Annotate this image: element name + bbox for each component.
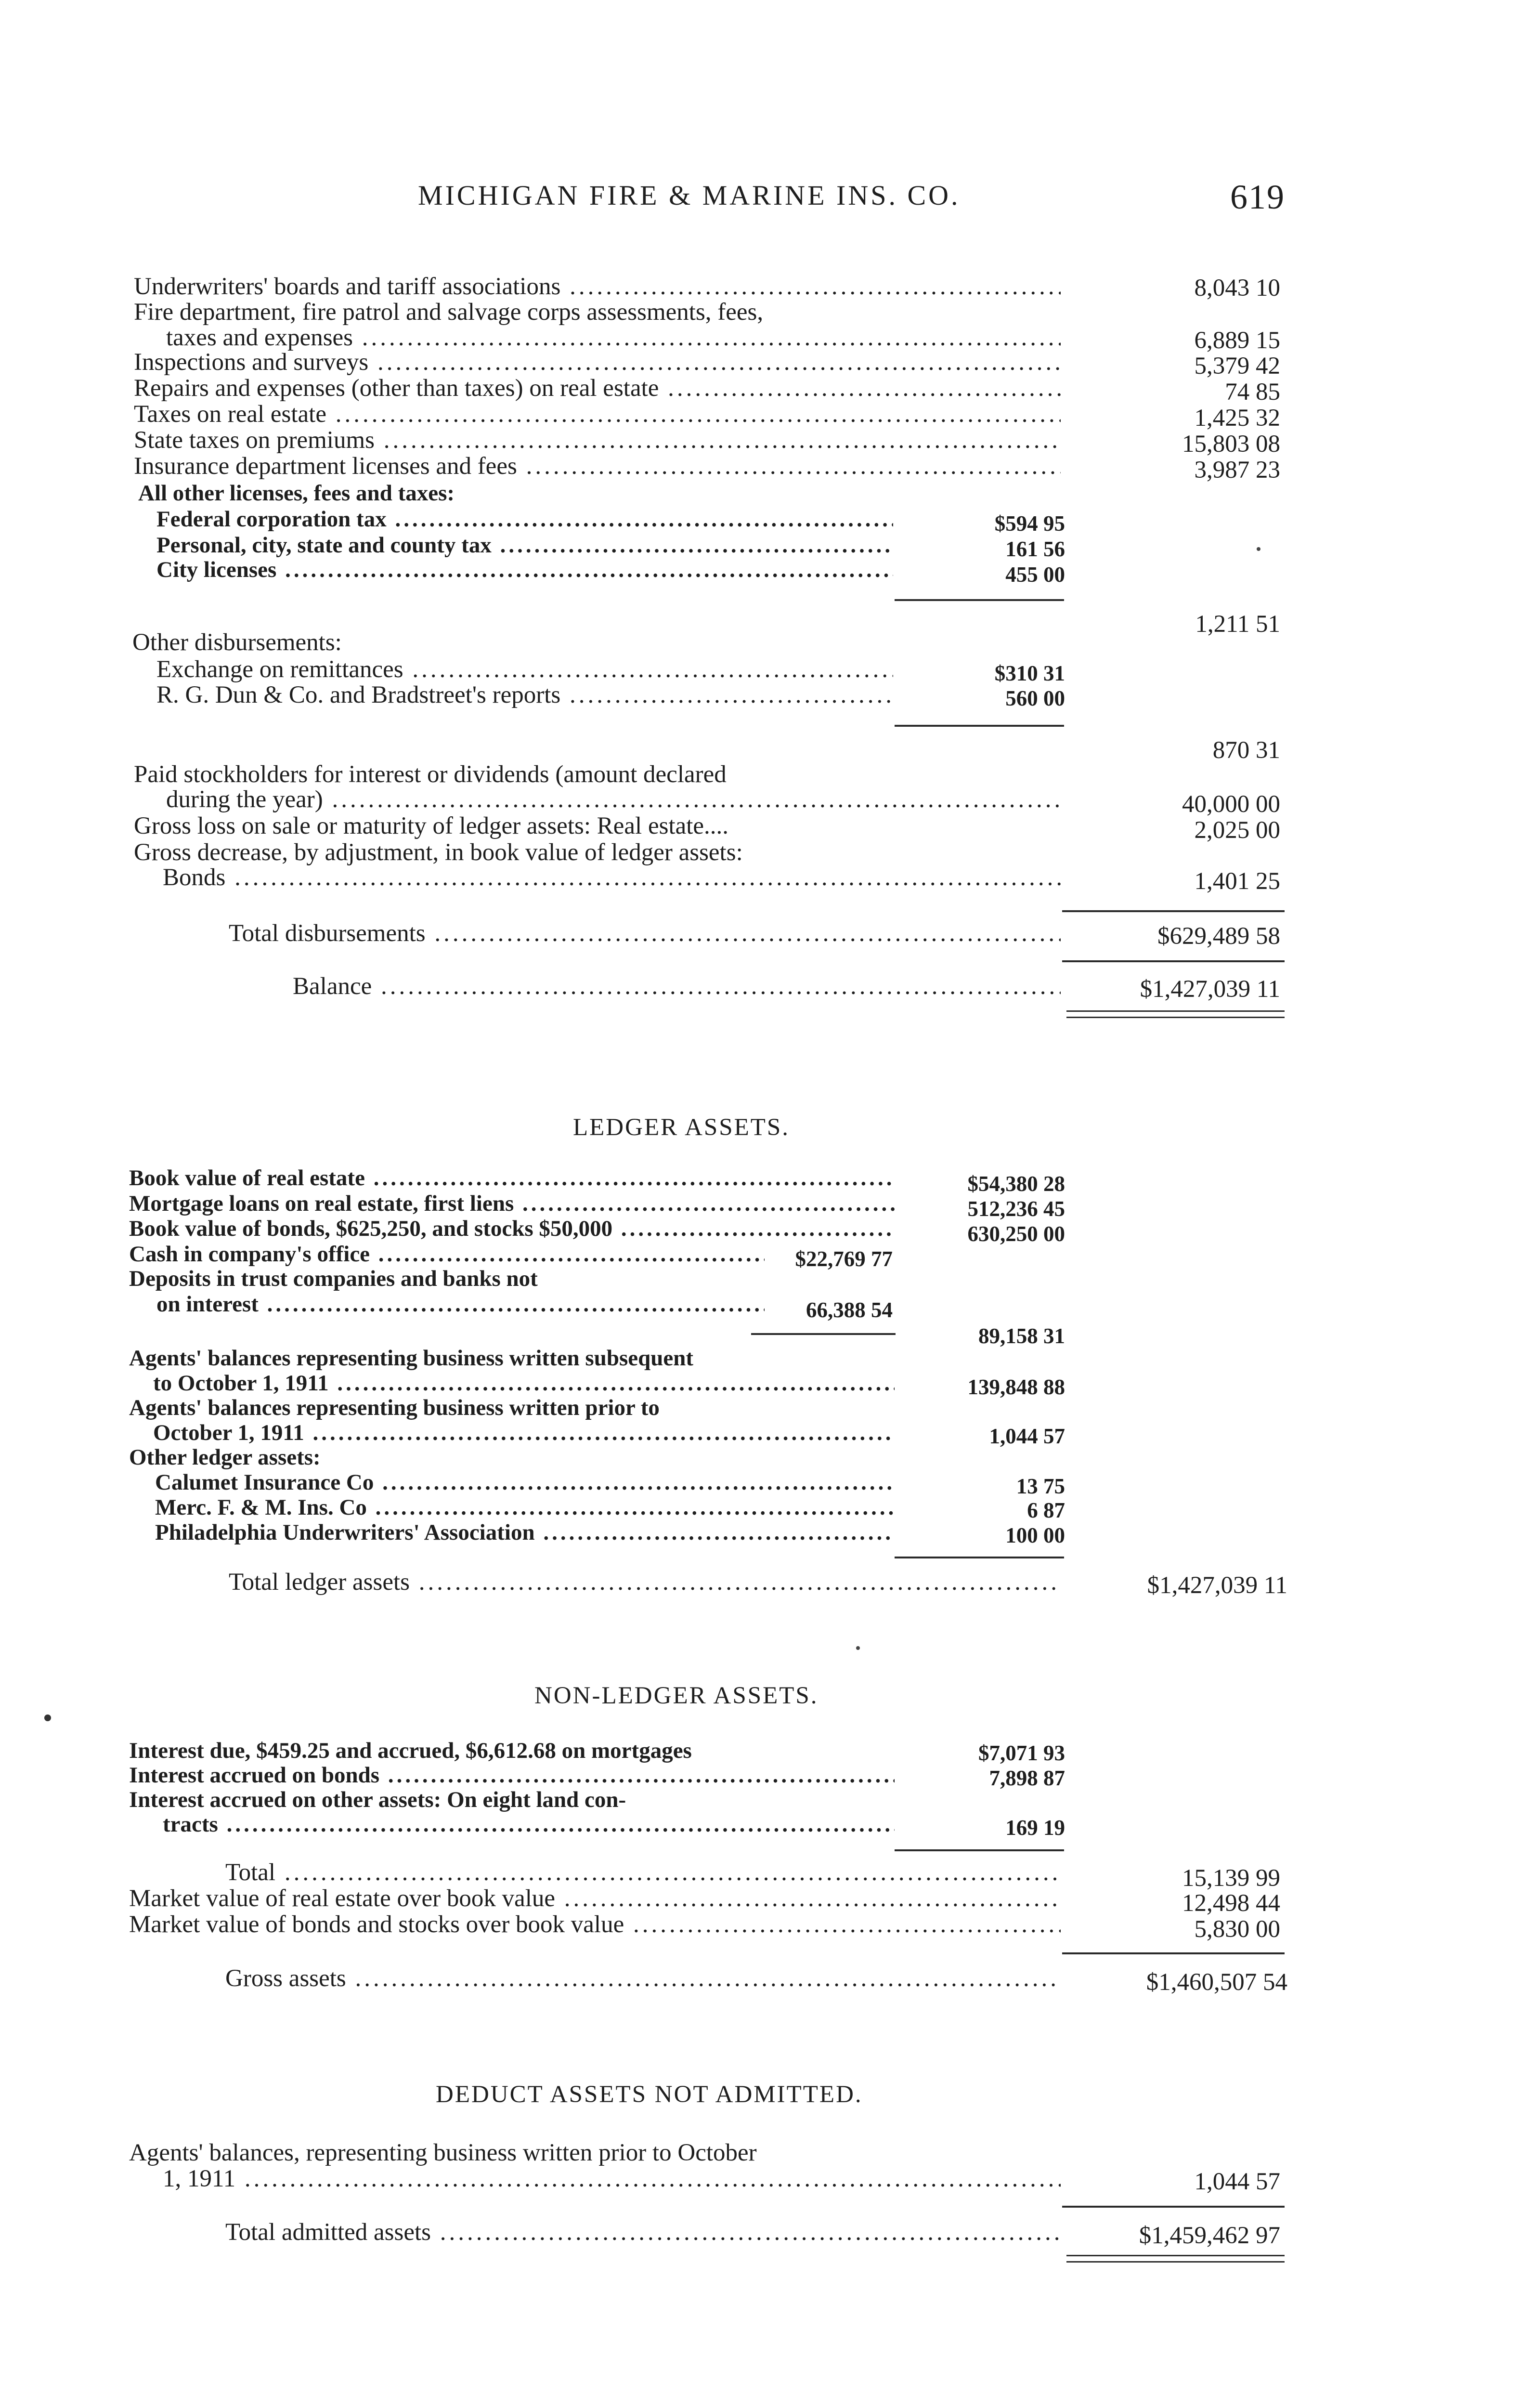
balance-double-rule	[1066, 1010, 1285, 1018]
other-disbursements-item-amount: 560 00	[1005, 686, 1065, 710]
deduct-agents-amount: 1,044 57	[1194, 2168, 1280, 2195]
deposits-amount: 66,388 54	[806, 1298, 893, 1322]
mortgage-loans-label: Mortgage loans on real estate, first liens .....	[129, 1189, 895, 1218]
other-licenses-total: 1,211 51	[1195, 611, 1280, 638]
interest-bonds-label: Interest accrued on bonds .....	[129, 1761, 895, 1790]
interest-other-label-line1: Interest accrued on other assets: On eight land con-	[129, 1787, 626, 1812]
gross-assets-label: Gross assets .....	[225, 1964, 1061, 1993]
mortgage-loans-amount: 512,236 45	[967, 1197, 1065, 1221]
ledger-assets-heading: LEDGER ASSETS.	[573, 1114, 790, 1141]
market-real-estate-amount: 12,498 44	[1182, 1890, 1280, 1917]
subtotal-rule	[895, 599, 1064, 601]
agents-prior-label-line2: October 1, 1911 .....	[153, 1418, 895, 1447]
other-disbursements-item-amount: $310 31	[994, 661, 1065, 685]
subtotal-rule	[895, 1557, 1064, 1558]
other-ledger-heading: Other ledger assets:	[129, 1445, 321, 1470]
underwriters-boards-label: Underwriters' boards and tariff associations .....	[134, 272, 1061, 301]
deduct-heading: DEDUCT ASSETS NOT ADMITTED.	[436, 2081, 863, 2108]
state-taxes-amount: 15,803 08	[1182, 431, 1280, 458]
other-licenses-heading: All other licenses, fees and taxes:	[138, 481, 455, 506]
stockholders-label-line2: during the year) .....	[166, 785, 1061, 814]
total-disbursements-label: Total disbursements .....	[229, 919, 1061, 948]
interest-other-label-line2: tracts .....	[163, 1810, 895, 1839]
balance-label: Balance .....	[293, 972, 1061, 1001]
total-rule	[1062, 2206, 1285, 2208]
market-bonds-label: Market value of bonds and stocks over book value .....	[129, 1910, 1061, 1939]
other-ledger-item-label: Philadelphia Underwriters' Association .....	[155, 1518, 895, 1547]
total-rule	[1062, 1952, 1285, 1954]
non-ledger-heading: NON-LEDGER ASSETS.	[534, 1682, 818, 1709]
real-estate-label: Book value of real estate .....	[129, 1164, 895, 1192]
underwriters-boards-amount: 8,043 10	[1194, 275, 1280, 301]
cash-total-amount: 89,158 31	[978, 1324, 1065, 1348]
cash-office-amount: $22,769 77	[795, 1247, 893, 1271]
taxes-real-estate-amount: 1,425 32	[1194, 405, 1280, 432]
other-disbursements-item-label: Exchange on remittances .....	[156, 655, 893, 684]
gross-decrease-amount: 1,401 25	[1194, 868, 1280, 895]
agents-prior-amount: 1,044 57	[989, 1424, 1065, 1448]
other-licenses-item-label: Personal, city, state and county tax .....	[156, 531, 893, 560]
agents-subsequent-label-line2: to October 1, 1911 .....	[153, 1369, 895, 1398]
fire-department-amount: 6,889 15	[1194, 327, 1280, 354]
other-licenses-item-amount: 455 00	[1005, 563, 1065, 587]
market-bonds-amount: 5,830 00	[1194, 1916, 1280, 1943]
bonds-label: Book value of bonds, $625,250, and stocks $50,000 .....	[129, 1214, 895, 1243]
other-disbursements-total: 870 31	[1212, 737, 1280, 764]
stockholders-label-line1: Paid stockholders for interest or dividends (amount declared	[134, 761, 727, 788]
gross-decrease-label-line2: Bonds .....	[163, 863, 1061, 892]
other-ledger-item-amount: 100 00	[1005, 1523, 1065, 1547]
gross-loss-label: Gross loss on sale or maturity of ledger assets: Real estate....	[134, 812, 729, 839]
ink-speck	[856, 1646, 860, 1650]
total-admitted-label: Total admitted assets .....	[225, 2218, 1061, 2247]
fire-department-label-line2: taxes and expenses .....	[166, 323, 1061, 352]
other-disbursements-item-label: R. G. Dun & Co. and Bradstreet's reports .....	[156, 681, 893, 709]
insurance-dept-label: Insurance department licenses and fees .....	[134, 452, 1061, 481]
total-ledger-label: Total ledger assets .....	[229, 1568, 1061, 1597]
non-ledger-total-label: Total .....	[225, 1858, 1061, 1887]
deposits-label-line2: on interest .....	[156, 1290, 765, 1319]
total-rule	[1062, 910, 1285, 912]
subtotal-rule	[751, 1333, 896, 1335]
balance-amount: $1,427,039 11	[1140, 976, 1280, 1003]
other-disbursements-heading: Other disbursements:	[132, 629, 342, 656]
interest-mortgages-amount: $7,071 93	[978, 1741, 1065, 1765]
repairs-label: Repairs and expenses (other than taxes) on real estate .....	[134, 374, 1061, 403]
total-admitted-double-rule	[1066, 2255, 1285, 2263]
interest-bonds-amount: 7,898 87	[989, 1766, 1065, 1790]
non-ledger-total-amount: 15,139 99	[1182, 1865, 1280, 1892]
ink-speck	[44, 1714, 51, 1721]
other-ledger-item-label: Calumet Insurance Co .....	[155, 1468, 895, 1497]
gross-assets-amount: $1,460,507 54	[1146, 1969, 1287, 1996]
market-real-estate-label: Market value of real estate over book value .....	[129, 1884, 1061, 1913]
deposits-label-line1: Deposits in trust companies and banks not	[129, 1266, 538, 1291]
deduct-agents-label-line1: Agents' balances, representing business written prior to October	[129, 2139, 757, 2166]
stockholders-amount: 40,000 00	[1182, 791, 1280, 818]
other-licenses-item-amount: $594 95	[994, 511, 1065, 536]
deduct-agents-label-line2: 1, 1911 .....	[163, 2164, 1061, 2193]
real-estate-amount: $54,380 28	[967, 1172, 1065, 1196]
insurance-dept-amount: 3,987 23	[1194, 457, 1280, 484]
other-ledger-item-amount: 13 75	[1016, 1474, 1065, 1498]
bonds-amount: 630,250 00	[967, 1222, 1065, 1246]
taxes-real-estate-label: Taxes on real estate .....	[134, 400, 1061, 429]
fire-department-label-line1: Fire department, fire patrol and salvage corps assessments, fees,	[134, 299, 764, 326]
total-admitted-amount: $1,459,462 97	[1139, 2222, 1280, 2249]
agents-prior-label-line1: Agents' balances representing business written prior to	[129, 1395, 660, 1420]
repairs-amount: 74 85	[1225, 379, 1280, 406]
state-taxes-label: State taxes on premiums .....	[134, 426, 1061, 455]
other-ledger-item-amount: 6 87	[1027, 1498, 1065, 1522]
page-header-title: MICHIGAN FIRE & MARINE INS. CO.	[418, 180, 961, 211]
inspections-label: Inspections and surveys .....	[134, 348, 1061, 377]
balance-rule	[1062, 960, 1285, 962]
subtotal-rule	[895, 1849, 1064, 1851]
inspections-amount: 5,379 42	[1194, 353, 1280, 380]
page-number: 619	[1230, 178, 1285, 216]
interest-other-amount: 169 19	[1005, 1816, 1065, 1840]
total-ledger-amount: $1,427,039 11	[1147, 1572, 1287, 1599]
gross-decrease-label-line1: Gross decrease, by adjustment, in book value of ledger assets:	[134, 839, 743, 866]
other-ledger-item-label: Merc. F. & M. Ins. Co .....	[155, 1493, 895, 1522]
cash-office-label: Cash in company's office .....	[129, 1240, 765, 1269]
subtotal-rule	[895, 725, 1064, 727]
other-licenses-item-label: Federal corporation tax .....	[156, 505, 893, 534]
interest-mortgages-label: Interest due, $459.25 and accrued, $6,612.68 on mortgages	[129, 1738, 692, 1763]
other-licenses-item-label: City licenses .....	[156, 555, 893, 584]
total-disbursements-amount: $629,489 58	[1157, 923, 1280, 950]
agents-subsequent-label-line1: Agents' balances representing business written subsequent	[129, 1346, 694, 1371]
agents-subsequent-amount: 139,848 88	[967, 1375, 1065, 1399]
gross-loss-amount: 2,025 00	[1194, 817, 1280, 844]
ink-speck	[1257, 547, 1260, 551]
other-licenses-item-amount: 161 56	[1005, 537, 1065, 561]
